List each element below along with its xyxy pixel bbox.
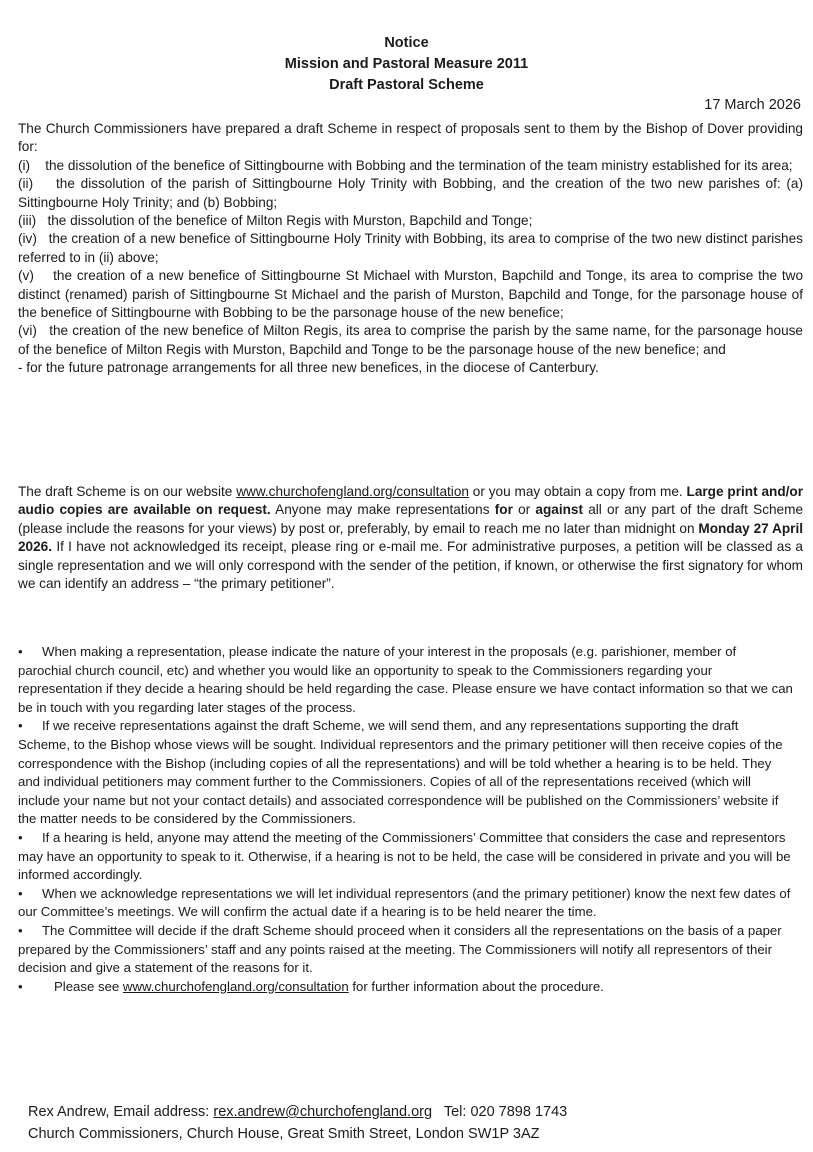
proposal-item	[18, 157, 803, 175]
item-text: the creation of a new benefice of Sittingbourne Holy Trinity with Bobbing, its area to comprise of the two new distinct parishes referred to in (ii) above;	[18, 231, 803, 265]
item-number: (v)	[18, 268, 34, 284]
bullet-text: When we acknowledge representations we will let individual representors (and the primary petitioner) know the next few dates of our Committee’s meetings. We will confirm the actual date if a hearing is to be held nearer the time.	[18, 885, 791, 920]
proposal-item	[18, 212, 803, 230]
for-label: for	[494, 502, 513, 518]
bullet-item	[18, 829, 793, 885]
large-print-note: Large print and/or audio copies are available on request.	[18, 484, 804, 518]
deadline-date: Monday 27 April 2026.	[18, 520, 803, 555]
notice-heading	[0, 33, 813, 96]
details-text: If I have not acknowledged its receipt, please ring or e-mail me. For administrative purposes, a petition will be classed as a single representation and we will only correspond with the sender of the petition, if known, or otherwise the first signatory for whom we can identify an address – “the primary petitioner”.	[18, 539, 803, 592]
bullet-item	[18, 978, 793, 997]
item-text: the creation of a new benefice of Sittingbourne St Michael with Murston, Bapchild and Tonge, its area to comprise the two distinct (renamed) parish of Sittingbourne St Michael and the parish of Murston, Bapchild and Tonge, for the parsonage house of the benefice of Sittingbourne with Bobbing to be the parsonage house of the new benefice;	[18, 268, 804, 321]
bullet-item	[18, 885, 793, 922]
phone-number: Tel: 020 7898 1743	[432, 1104, 568, 1120]
proposal-item	[18, 322, 803, 359]
item-text: the dissolution of the benefice of Sittingbourne with Bobbing and the termination of the team ministry established for its area;	[45, 157, 793, 173]
heading-scheme-title: Draft Pastoral Scheme	[329, 77, 484, 93]
item-text: the creation of the new benefice of Milton Regis, its area to comprise the parish by the same name, for the parsonage house of the benefice of Milton Regis with Murston, Bapchild and Tonge to be the parsonage house of the new benefice; and	[18, 323, 803, 357]
item-number: (iv)	[18, 231, 37, 247]
details-text: all or any part of the draft Scheme (please include the reasons for your views) by post or, preferably, by email to reach me no later than midnight on	[18, 502, 804, 536]
intro-lead: The Church Commissioners have prepared a draft Scheme in respect of proposals sent to them by the Bishop of Dover providing for:	[18, 121, 803, 155]
heading-measure: Mission and Pastoral Measure 2011	[284, 56, 529, 72]
item-number: (i)	[18, 157, 31, 173]
procedure-link[interactable]: www.churchofengland.org/consultation	[122, 978, 349, 994]
bullet-icon: •	[18, 644, 23, 659]
bullet-item	[18, 717, 793, 829]
contact-name: Rex Andrew, Email address:	[28, 1104, 214, 1120]
postal-address: Church Commissioners, Church House, Great Smith Street, London SW1P 3AZ	[28, 1126, 540, 1142]
contact-line	[28, 1101, 567, 1123]
contact-footer	[28, 1101, 567, 1145]
item-number: (vi)	[18, 323, 37, 339]
intro-closing: - for the future patronage arrangements for all three new benefices, in the diocese of Canterbury.	[18, 360, 599, 376]
bullet-icon: •	[18, 829, 23, 845]
bullet-text: for further information about the procedure.	[348, 978, 604, 994]
proposal-item	[18, 267, 803, 322]
item-text: the dissolution of the benefice of Milton Regis with Murston, Bapchild and Tonge;	[47, 213, 533, 229]
procedure-bullets	[18, 643, 793, 996]
details-text: Anyone may make representations	[270, 502, 495, 518]
proposals-section	[18, 120, 803, 378]
notice-date: 17 March 2026	[704, 97, 801, 113]
bullet-text: When making a representation, please indicate the nature of your interest in the proposals (e.g. parishioner, member of parochial church council, etc) and whether you would like an opportunity to speak to the Commissioners regarding your representation if they decide a hearing should be held regarding the case. Please ensure we have contact information so that we can be in touch with you regarding later stages of the process.	[18, 644, 793, 715]
bullet-text: If a hearing is held, anyone may attend the meeting of the Commissioners’ Committee that considers the case and representors may have an opportunity to speak to it. Otherwise, if a hearing is not to be held, the case will be considered in private and you will be informed accordingly.	[18, 829, 791, 883]
bullet-text: If we receive representations against the draft Scheme, we will send them, and any representations supporting the draft Scheme, to the Bishop whose views will be sought. Individual representors and the primary petitioner will then receive copies of the correspondence with the Bishop (including copies of all the representations) and will be told whether a hearing is to be held. They and individual petitioners may comment further to the Commissioners. Copies of all of the representations received (which will include your name but not your contact details) and associated correspondence will be published on the Commissioners’ website if the matter needs to be considered by the Commissioners.	[18, 718, 783, 827]
item-number: (iii)	[18, 213, 37, 229]
details-paragraph	[18, 483, 803, 593]
proposal-item	[18, 175, 803, 212]
heading-notice: Notice	[384, 35, 429, 51]
against-label: against	[535, 502, 583, 518]
details-text: or you may obtain a copy from me.	[468, 484, 687, 499]
bullet-item	[18, 643, 793, 717]
bullet-item	[18, 922, 793, 978]
bullet-text: Please see	[54, 978, 123, 994]
bullet-icon: •	[18, 718, 23, 734]
details-text: The draft Scheme is on our website	[18, 484, 237, 499]
bullet-icon: •	[18, 978, 23, 994]
consultation-link[interactable]: www.churchofengland.org/consultation	[236, 484, 469, 499]
item-text: the dissolution of the parish of Sittingbourne Holy Trinity with Bobbing, and the creation of the two new parishes of: (a) Sittingbourne Holy Trinity; and (b) Bobbing;	[18, 176, 804, 210]
item-number: (ii)	[18, 176, 34, 192]
proposal-item	[18, 230, 803, 267]
bullet-text: The Committee will decide if the draft Scheme should proceed when it considers all the representations on the basis of a paper prepared by the Commissioners’ staff and any points raised at the meeting. The Commissioners will notify all representors of their decision and give a statement of the reasons for it.	[18, 922, 782, 976]
bullet-icon: •	[18, 922, 23, 938]
details-text: or	[512, 502, 536, 518]
bullet-icon: •	[18, 885, 23, 901]
email-link[interactable]: rex.andrew@churchofengland.org	[213, 1104, 433, 1120]
